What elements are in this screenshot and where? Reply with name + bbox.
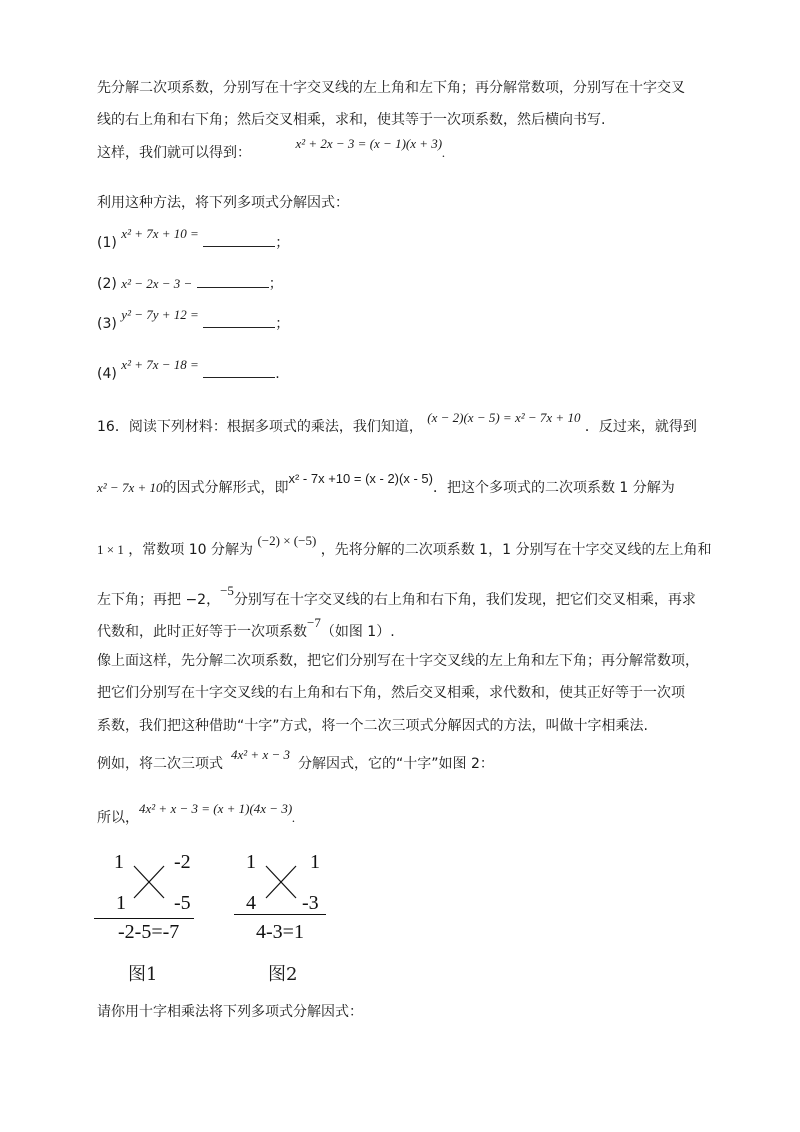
exercise-formula: x² − 2x − 3 − (121, 276, 193, 291)
answer-blank[interactable] (197, 273, 269, 288)
intro-line-1: 先分解二次项系数，分别写在十字交叉线的左上角和左下角；再分解常数项，分别写在十字交叉 (97, 80, 685, 96)
exercise-end: . (275, 366, 280, 382)
figure-bottom-right: -5 (174, 892, 191, 914)
figure-top-right: 1 (310, 851, 320, 873)
figure-top-right: -2 (174, 851, 191, 873)
q16-so-line (97, 801, 296, 828)
exercise-number: (4) (97, 366, 117, 382)
exercise-end: ； (275, 235, 290, 251)
q16-formula: −7 (307, 615, 321, 630)
intro-formula: x² + 2x − 3 = (x − 1)(x + 3) (295, 136, 443, 151)
q16-example-line (97, 747, 494, 774)
q16-formula: 4x² + x − 3 (231, 747, 290, 762)
cross-lines (132, 864, 172, 904)
figure-caption-2: 图2 (268, 964, 298, 985)
q16-final-line: 请你用十字相乘法将下列多项式分解因式： (97, 1004, 363, 1020)
exercise-formula: x² + 7x − 18 = (121, 357, 199, 372)
intro-line-2: 线的右上角和右下角；然后交叉相乘，求和，使其等于一次项系数，然后横向书写. (97, 112, 606, 128)
figure-top-left: 1 (246, 851, 256, 873)
q16-formula: 1 × 1 (97, 542, 124, 557)
exercise-formula: x² + 7x + 10 = (121, 226, 199, 241)
cross-figure-1 (100, 846, 210, 946)
q16-text: 例如，将二次三项式 (97, 756, 223, 772)
q16-formula: (−2) × (−5) (257, 533, 317, 548)
q16-formula: (x − 2)(x − 5) = x² − 7x + 10 (427, 410, 581, 425)
figure-bottom-left: 4 (246, 892, 256, 914)
exercise-number: (3) (97, 316, 117, 332)
exercise-4 (97, 357, 280, 384)
figure-bottom-right: -3 (302, 892, 319, 914)
q16-para-line-1: 像上面这样，先分解二次项系数，把它们分别写在十字交叉线的左上角和左下角；再分解常数项， (97, 653, 699, 669)
q16-formula: 4x² + x − 3 = (x + 1)(4x − 3) (139, 801, 293, 816)
answer-blank[interactable] (203, 232, 275, 247)
cross-figure-2 (238, 846, 348, 946)
q16-text: 分别写在十字交叉线的右上角和右下角，我们发现，把它们交叉相乘，再求 (233, 592, 696, 608)
q16-line-3 (97, 533, 712, 560)
exercise-number: (2) (97, 276, 117, 292)
q16-line-5 (97, 615, 395, 642)
q16-line-1 (97, 410, 697, 437)
exercise-end: ； (275, 316, 290, 332)
exercise-2 (97, 273, 283, 294)
exercise-formula: y² − 7y + 12 = (121, 307, 199, 322)
figure-divider (94, 918, 194, 919)
q16-text: 所以， (97, 810, 139, 826)
q16-para-line-2: 把它们分别写在十字交叉线的右上角和右下角，然后交叉相乘，求代数和，使其正好等于一次项 (97, 685, 685, 701)
q16-text: ，先将分解的二次项系数 1，1 分别写在十字交叉线的左上角和 (320, 542, 712, 558)
q16-text: ．把这个多项式的二次项系数 1 分解为 (432, 480, 675, 496)
figure-top-left: 1 (114, 851, 124, 873)
exercise-1 (97, 226, 290, 253)
intro-line-4: 利用这种方法，将下列多项式分解因式： (97, 195, 349, 211)
q16-formula: x² - 7x +10 = (x - 2)(x - 5) (288, 471, 433, 486)
figure-sum: 4-3=1 (256, 921, 304, 943)
q16-formula: −5 (220, 583, 234, 598)
intro-line-3-text: 这样，我们就可以得到： (97, 145, 251, 161)
exercise-number: (1) (97, 235, 117, 251)
q16-text: 左下角；再把 −2， (97, 592, 221, 608)
cross-lines (264, 864, 304, 904)
q16-text: 代数和，此时正好等于一次项系数 (97, 624, 307, 640)
q16-text: 16．阅读下列材料：根据多项式的乘法，我们知道， (97, 419, 423, 435)
figure-bottom-left: 1 (116, 892, 126, 914)
intro-line-3 (97, 136, 446, 163)
figure-divider (234, 914, 326, 915)
q16-formula-end: . (292, 810, 296, 825)
q16-text: （如图 1）. (320, 624, 395, 640)
answer-blank[interactable] (203, 363, 275, 378)
q16-text: ，常数项 10 分解为 (128, 542, 254, 558)
q16-formula: x² − 7x + 10 (97, 480, 163, 495)
answer-blank[interactable] (203, 313, 275, 328)
figure-sum: -2-5=-7 (118, 921, 180, 943)
q16-text: ．反过来，就得到 (584, 419, 697, 435)
q16-text: 的因式分解形式，即 (162, 480, 289, 496)
q16-line-2 (97, 471, 675, 498)
q16-line-4 (97, 583, 696, 610)
exercise-end: ； (268, 276, 283, 292)
figure-caption-1: 图1 (128, 964, 158, 985)
exercise-3 (97, 307, 290, 334)
intro-formula-end: . (442, 145, 446, 160)
q16-text: 分解因式，它的“十字”如图 2： (297, 756, 494, 772)
q16-para-line-3: 系数，我们把这种借助“十字”方式，将一个二次三项式分解因式的方法，叫做十字相乘法. (97, 718, 648, 734)
